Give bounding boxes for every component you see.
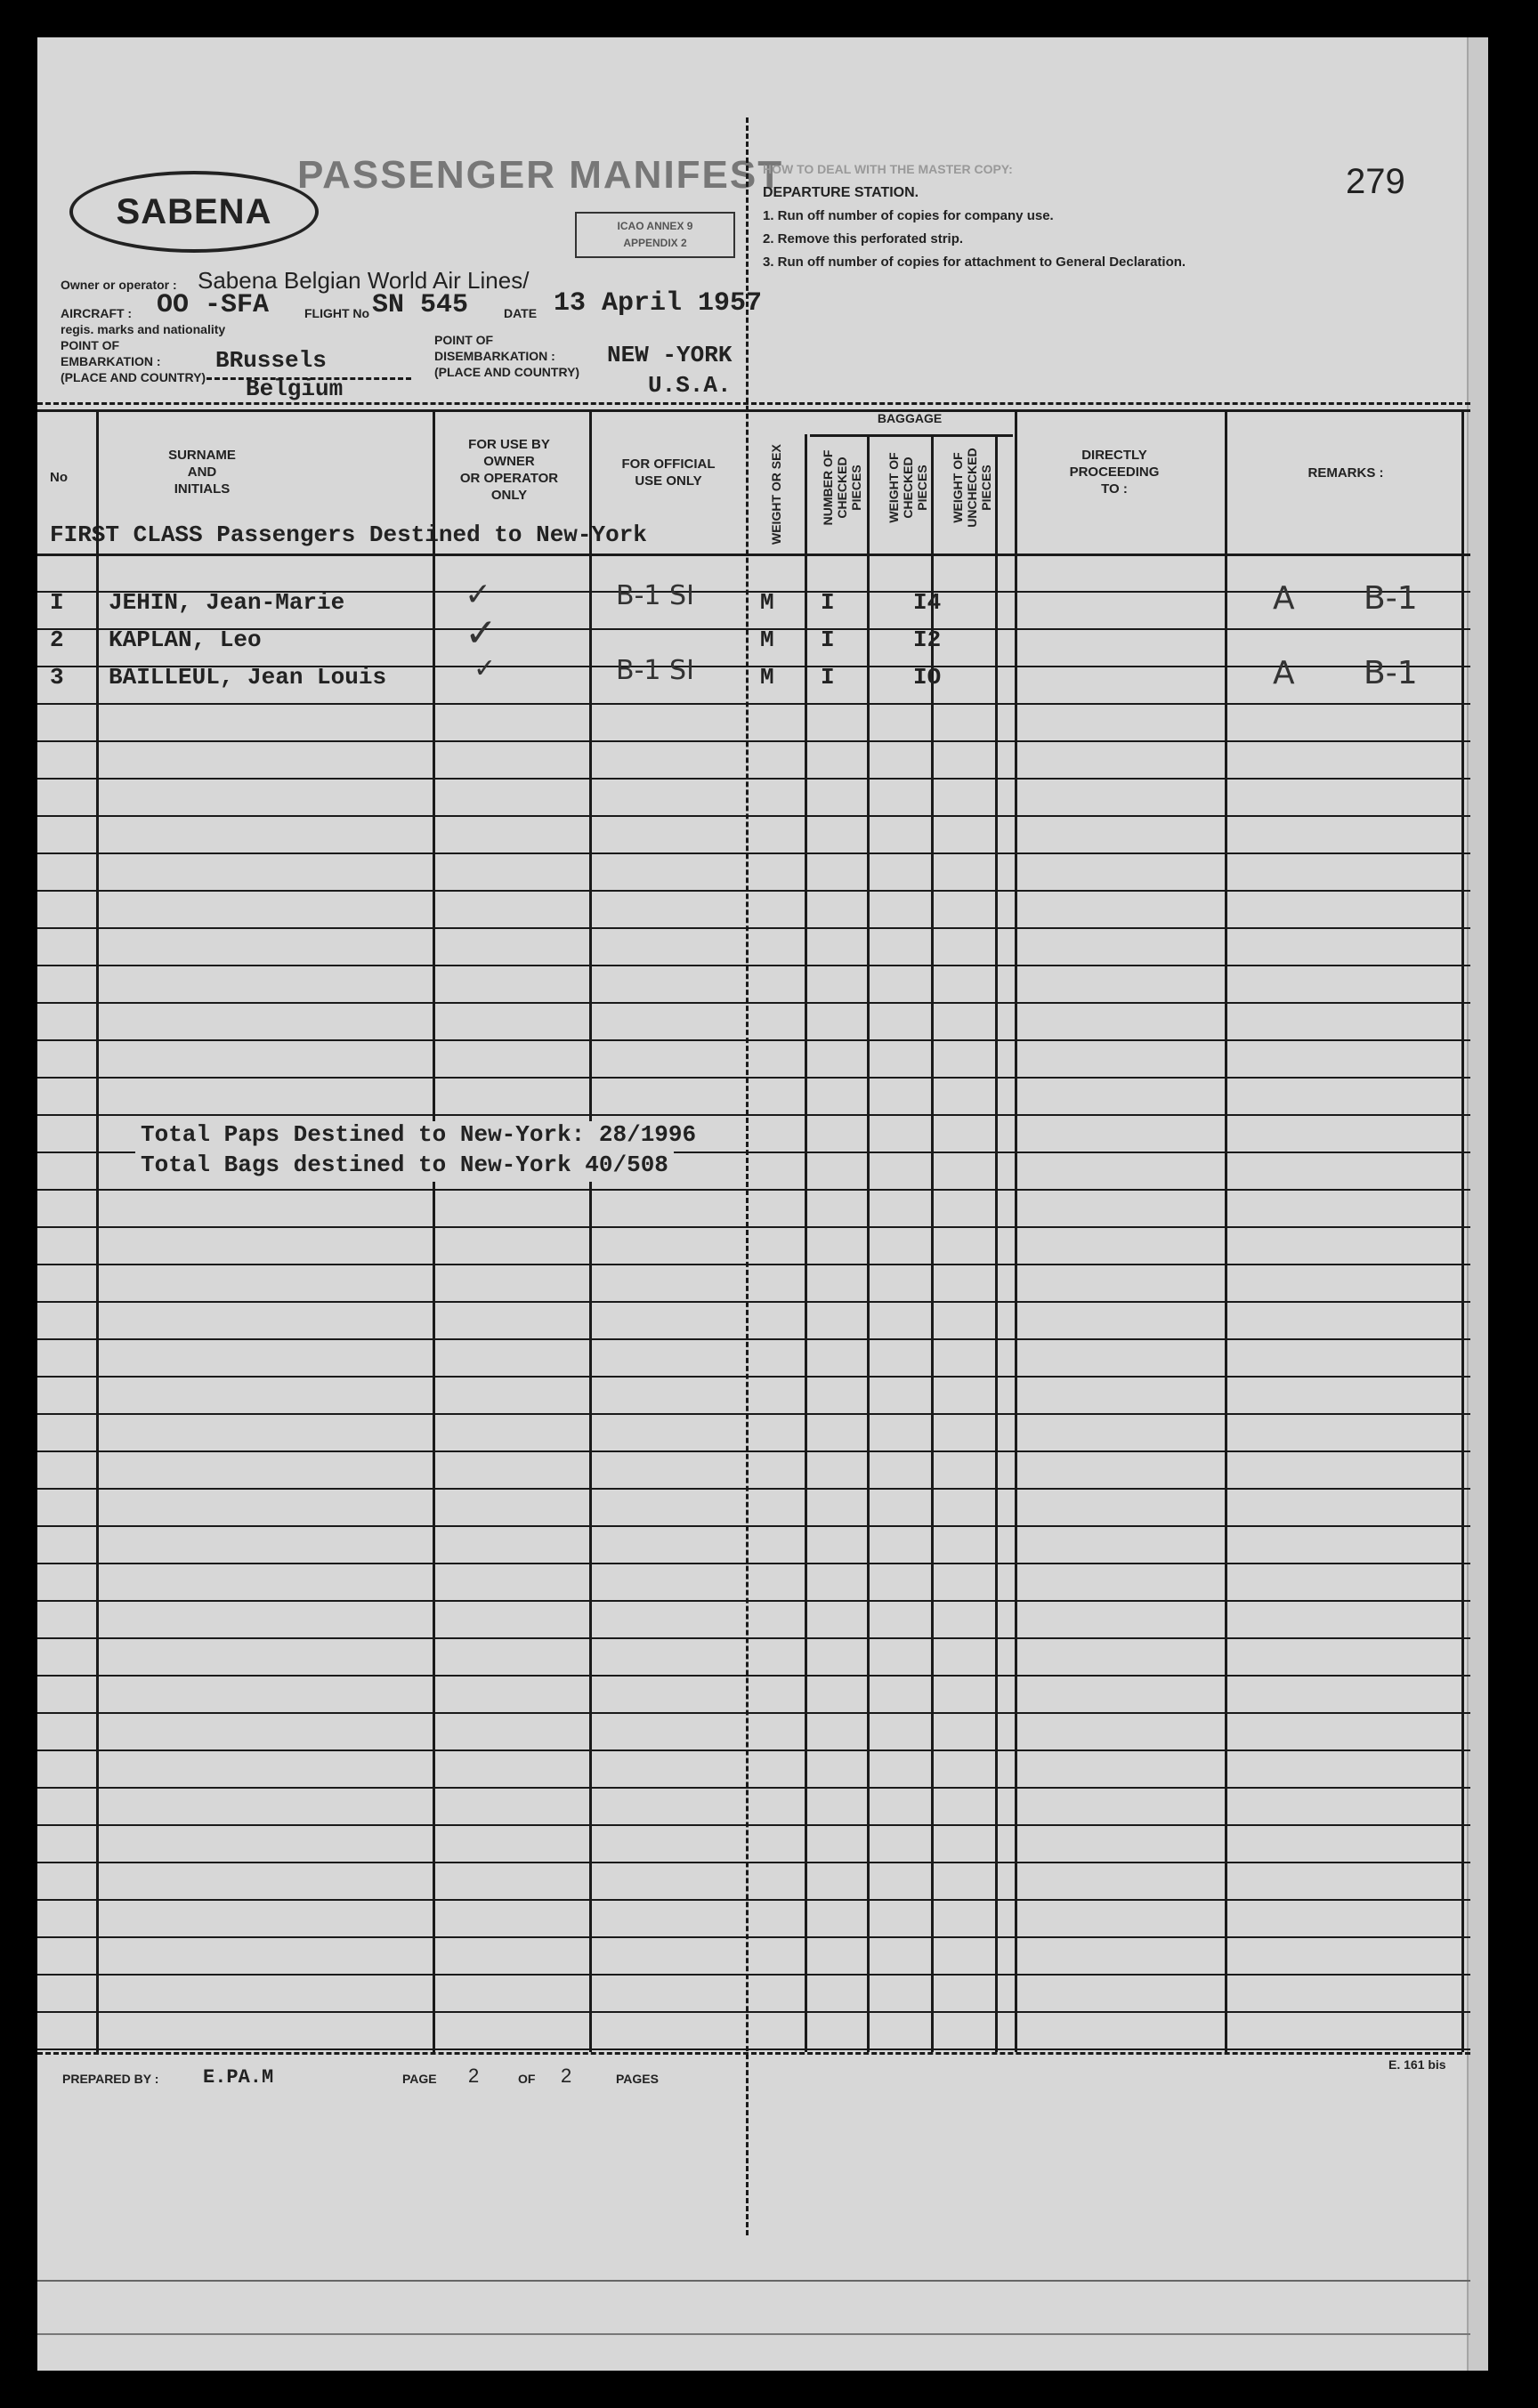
row-sex: M bbox=[760, 589, 774, 616]
row-rule bbox=[37, 1974, 1470, 1976]
bottom-strip-rule-2 bbox=[37, 2333, 1470, 2335]
col-unchecked-weight: WEIGHT OF UNCHECKED PIECES bbox=[951, 448, 993, 528]
row-rule bbox=[37, 1039, 1470, 1041]
row-rule bbox=[37, 815, 1470, 817]
icao-annex-box bbox=[575, 212, 735, 258]
row-rule bbox=[37, 927, 1470, 929]
instruction-item-1: 1. Run off number of copies for company use. bbox=[763, 208, 1054, 223]
icao-annex-line2: APPENDIX 2 bbox=[623, 237, 687, 249]
row-name: KAPLAN, Leo bbox=[109, 626, 262, 653]
col-checked-pieces: NUMBER OF CHECKED PIECES bbox=[821, 449, 863, 526]
embark-label-1: POINT OF bbox=[61, 338, 120, 352]
instruction-item-2: 2. Remove this perforated strip. bbox=[763, 231, 964, 246]
of-label: OF bbox=[518, 2072, 536, 2086]
table-top-border-2 bbox=[37, 409, 1470, 412]
row-rule bbox=[37, 965, 1470, 966]
table-top-border bbox=[37, 402, 1470, 405]
col-no: No bbox=[50, 470, 68, 485]
row-owner-mark: ✓ bbox=[465, 610, 498, 656]
row-rule bbox=[37, 2011, 1470, 2013]
row-no: 3 bbox=[50, 664, 64, 691]
of-value: 2 bbox=[561, 2065, 572, 2087]
row-rule bbox=[37, 1899, 1470, 1901]
row-name: BAILLEUL, Jean Louis bbox=[109, 664, 387, 691]
row-rule bbox=[37, 890, 1470, 892]
form-code: E. 161 bis bbox=[1388, 2057, 1446, 2072]
row-rule bbox=[37, 1338, 1470, 1340]
col-remarks: REMARKS : bbox=[1307, 465, 1384, 481]
row-rule bbox=[37, 1675, 1470, 1677]
row-rule bbox=[37, 1712, 1470, 1714]
row-rule bbox=[37, 2048, 1470, 2050]
row-rule bbox=[37, 1114, 1470, 1116]
table-row bbox=[37, 610, 1470, 662]
owner-label: Owner or operator : bbox=[61, 278, 177, 292]
totals-bags-wrap bbox=[135, 1151, 674, 1182]
aircraft-sub: regis. marks and nationality bbox=[61, 322, 226, 336]
row-rule bbox=[37, 1450, 1470, 1452]
row-pieces: I bbox=[821, 664, 835, 691]
row-sex: M bbox=[760, 664, 774, 691]
flight-value: SN 545 bbox=[372, 290, 469, 320]
row-rule bbox=[37, 1413, 1470, 1415]
row-rule bbox=[37, 778, 1470, 780]
row-rule bbox=[37, 1787, 1470, 1789]
aircraft-value: OO -SFA bbox=[157, 290, 270, 320]
date-label: DATE bbox=[504, 306, 538, 320]
icao-annex-line1: ICAO ANNEX 9 bbox=[617, 220, 693, 232]
row-rule bbox=[37, 1824, 1470, 1826]
disembark-label-1: POINT OF bbox=[434, 333, 494, 347]
prepared-value: E.PA.M bbox=[203, 2066, 274, 2089]
instructions-heading: HOW TO DEAL WITH THE MASTER COPY: bbox=[763, 162, 1013, 176]
row-rule bbox=[37, 1077, 1470, 1079]
table-row bbox=[37, 653, 1470, 699]
row-rule bbox=[37, 852, 1470, 854]
row-weight: I2 bbox=[913, 626, 942, 653]
row-name: JEHIN, Jean-Marie bbox=[109, 589, 345, 616]
disembark-value-2: U.S.A. bbox=[648, 372, 732, 399]
page-number: 279 bbox=[1346, 162, 1405, 201]
row-owner-mark: ✓ bbox=[465, 577, 492, 613]
totals-bags: Total Bags destined to New-York 40/508 bbox=[141, 1151, 668, 1178]
table-row bbox=[37, 577, 1470, 625]
row-no: I bbox=[50, 589, 64, 616]
row-rule bbox=[37, 1301, 1470, 1303]
disembark-label-2: DISEMBARKATION : bbox=[434, 349, 555, 363]
flight-label: FLIGHT No bbox=[304, 306, 370, 320]
col-owner-use: FOR USE BY OWNER OR OPERATOR ONLY bbox=[459, 437, 559, 503]
col-surname: SURNAME AND INITIALS bbox=[168, 448, 236, 497]
instructions-station: DEPARTURE STATION. bbox=[763, 185, 919, 200]
form-title: PASSENGER MANIFEST bbox=[297, 153, 784, 197]
col-checked-weight: WEIGHT OF CHECKED PIECES bbox=[886, 452, 929, 523]
row-rule bbox=[37, 1600, 1470, 1602]
row-sex: M bbox=[760, 626, 774, 653]
row-remark-a: A bbox=[1273, 655, 1295, 691]
totals-paps-wrap bbox=[135, 1121, 701, 1151]
aircraft-label: AIRCRAFT : bbox=[61, 306, 133, 320]
embark-value-2: Belgium bbox=[246, 376, 344, 402]
header-bottom-rule bbox=[37, 554, 1470, 556]
row-rule bbox=[37, 1936, 1470, 1938]
col-official-use: FOR OFFICIAL USE ONLY bbox=[621, 457, 716, 489]
date-value: 13 April 1957 bbox=[554, 288, 763, 319]
col-baggage: BAGGAGE bbox=[877, 411, 943, 425]
row-owner-mark: ✓ bbox=[474, 653, 497, 684]
row-rule bbox=[37, 1002, 1470, 1004]
row-rule bbox=[37, 1189, 1470, 1191]
row-rule bbox=[37, 1563, 1470, 1564]
bottom-strip-rule bbox=[37, 2280, 1470, 2282]
section-title: FIRST CLASS Passengers Destined to New-York bbox=[50, 521, 647, 548]
row-remark-b: B-1 bbox=[1364, 655, 1418, 691]
disembark-value-1: NEW -YORK bbox=[607, 342, 733, 368]
row-official: B-1 SI bbox=[616, 580, 694, 611]
footer-top-border bbox=[37, 2052, 1470, 2055]
embark-label-3: (PLACE AND COUNTRY) bbox=[61, 370, 206, 384]
row-rule bbox=[37, 1862, 1470, 1863]
row-rule bbox=[37, 1637, 1470, 1639]
row-no: 2 bbox=[50, 626, 64, 653]
totals-paps: Total Paps Destined to New-York: 28/1996 bbox=[141, 1121, 697, 1148]
instruction-item-3: 3. Run off number of copies for attachment to General Declaration. bbox=[763, 255, 1186, 270]
row-rule bbox=[37, 1226, 1470, 1228]
owner-value: Sabena Belgian World Air Lines/ bbox=[198, 267, 530, 294]
row-pieces: I bbox=[821, 589, 835, 616]
row-official: B-1 SI bbox=[616, 655, 694, 686]
row-pieces: I bbox=[821, 626, 835, 653]
col-proceeding: DIRECTLY PROCEEDING TO : bbox=[1069, 448, 1160, 497]
row-weight: I4 bbox=[913, 589, 942, 616]
row-remark-b: B-1 bbox=[1364, 580, 1418, 617]
logo-text: SABENA bbox=[116, 191, 272, 231]
row-rule bbox=[37, 1264, 1470, 1265]
prepared-label: PREPARED BY : bbox=[62, 2072, 159, 2086]
row-weight: IO bbox=[913, 664, 942, 691]
manifest-sheet bbox=[37, 37, 1488, 2371]
page-label: PAGE bbox=[402, 2072, 437, 2086]
embark-value-1: BRussels bbox=[215, 347, 327, 374]
sabena-logo bbox=[69, 171, 319, 253]
disembark-label-3: (PLACE AND COUNTRY) bbox=[434, 365, 580, 379]
row-remark-a: A bbox=[1273, 580, 1295, 617]
row-rule bbox=[37, 1488, 1470, 1490]
row-rule bbox=[37, 1749, 1470, 1751]
col-weight-sex: WEIGHT OR SEX bbox=[769, 444, 783, 545]
perforation-line bbox=[746, 117, 749, 2235]
row-rule bbox=[37, 740, 1470, 742]
embark-underline bbox=[206, 377, 411, 380]
row-rule bbox=[37, 703, 1470, 705]
baggage-header-rule bbox=[810, 434, 1013, 437]
embark-label-2: EMBARKATION : bbox=[61, 354, 161, 368]
row-rule bbox=[37, 1525, 1470, 1527]
pages-label: PAGES bbox=[616, 2072, 659, 2086]
page-edge bbox=[1467, 37, 1488, 2371]
row-rule bbox=[37, 1376, 1470, 1378]
page-value: 2 bbox=[468, 2065, 480, 2087]
